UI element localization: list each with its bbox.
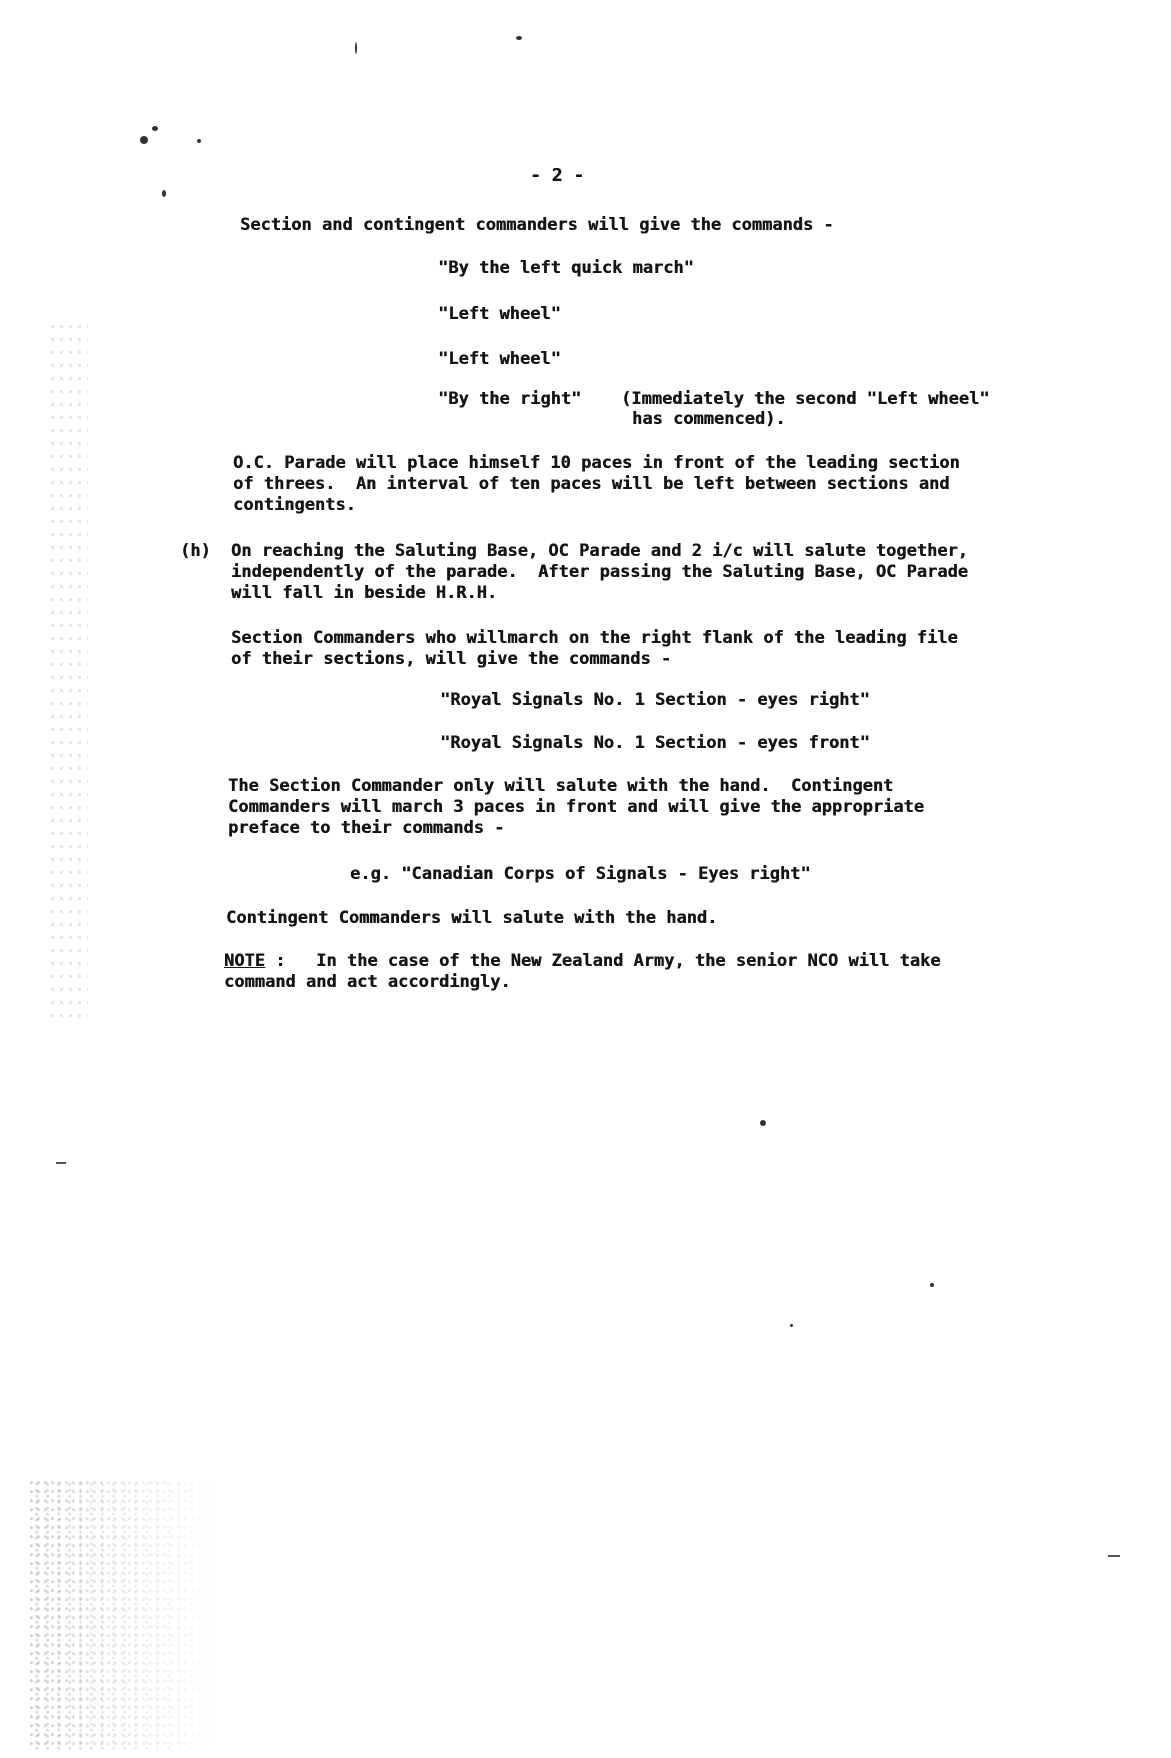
scan-speck xyxy=(930,1283,934,1287)
text-line: On reaching the Saluting Base, OC Parade and 2 i/c will salute together, xyxy=(231,541,968,561)
note-label: NOTE xyxy=(224,951,265,971)
command-line: "Left wheel" xyxy=(438,349,561,369)
note-line xyxy=(224,951,940,971)
text-line: contingents. xyxy=(233,495,356,515)
note-text: : In the case of the New Zealand Army, the senior NCO will take xyxy=(264,951,941,971)
scan-speck xyxy=(790,1324,793,1327)
scan-streak xyxy=(56,1162,66,1164)
scan-speck xyxy=(760,1120,766,1126)
scan-speck xyxy=(162,190,166,197)
scan-speck xyxy=(140,136,148,144)
scan-noise-left xyxy=(48,320,88,1020)
page-number: - 2 - xyxy=(530,165,585,186)
text-line: Contingent Commanders will salute with the hand. xyxy=(226,908,718,928)
command-line: "By the left quick march" xyxy=(438,258,694,278)
command-line: "Royal Signals No. 1 Section - eyes front" xyxy=(440,733,870,753)
text-line: The Section Commander only will salute with the hand. Contingent xyxy=(228,776,894,796)
scan-noise xyxy=(30,1480,220,1750)
note-line: command and act accordingly. xyxy=(224,972,511,992)
paragraph-marker: (h) xyxy=(180,541,211,561)
scan-speck xyxy=(197,139,201,143)
command-note: (Immediately the second "Left wheel" xyxy=(621,389,990,409)
scan-speck xyxy=(355,42,357,54)
text-line: O.C. Parade will place himself 10 paces in front of the leading section xyxy=(233,453,960,473)
command-line: "Royal Signals No. 1 Section - eyes right" xyxy=(440,690,870,710)
scan-speck xyxy=(516,36,522,40)
command-line: e.g. "Canadian Corps of Signals - Eyes right" xyxy=(350,864,811,884)
command-line: "Left wheel" xyxy=(438,304,561,324)
command-note: has commenced). xyxy=(632,409,786,429)
scan-speck xyxy=(152,126,158,131)
text-line: preface to their commands - xyxy=(228,818,505,838)
text-line: of their sections, will give the commands - xyxy=(231,649,672,669)
text-line: Section and contingent commanders will give the commands - xyxy=(240,215,834,235)
scan-streak xyxy=(1108,1555,1120,1557)
text-line: will fall in beside H.R.H. xyxy=(231,583,498,603)
text-line: of threes. An interval of ten paces will be left between sections and xyxy=(233,474,950,494)
text-line: independently of the parade. After passing the Saluting Base, OC Parade xyxy=(231,562,968,582)
command-line: "By the right" xyxy=(438,389,582,409)
text-line: Commanders will march 3 paces in front and will give the appropriate xyxy=(228,797,924,817)
text-line: Section Commanders who willmarch on the right flank of the leading file xyxy=(231,628,958,648)
